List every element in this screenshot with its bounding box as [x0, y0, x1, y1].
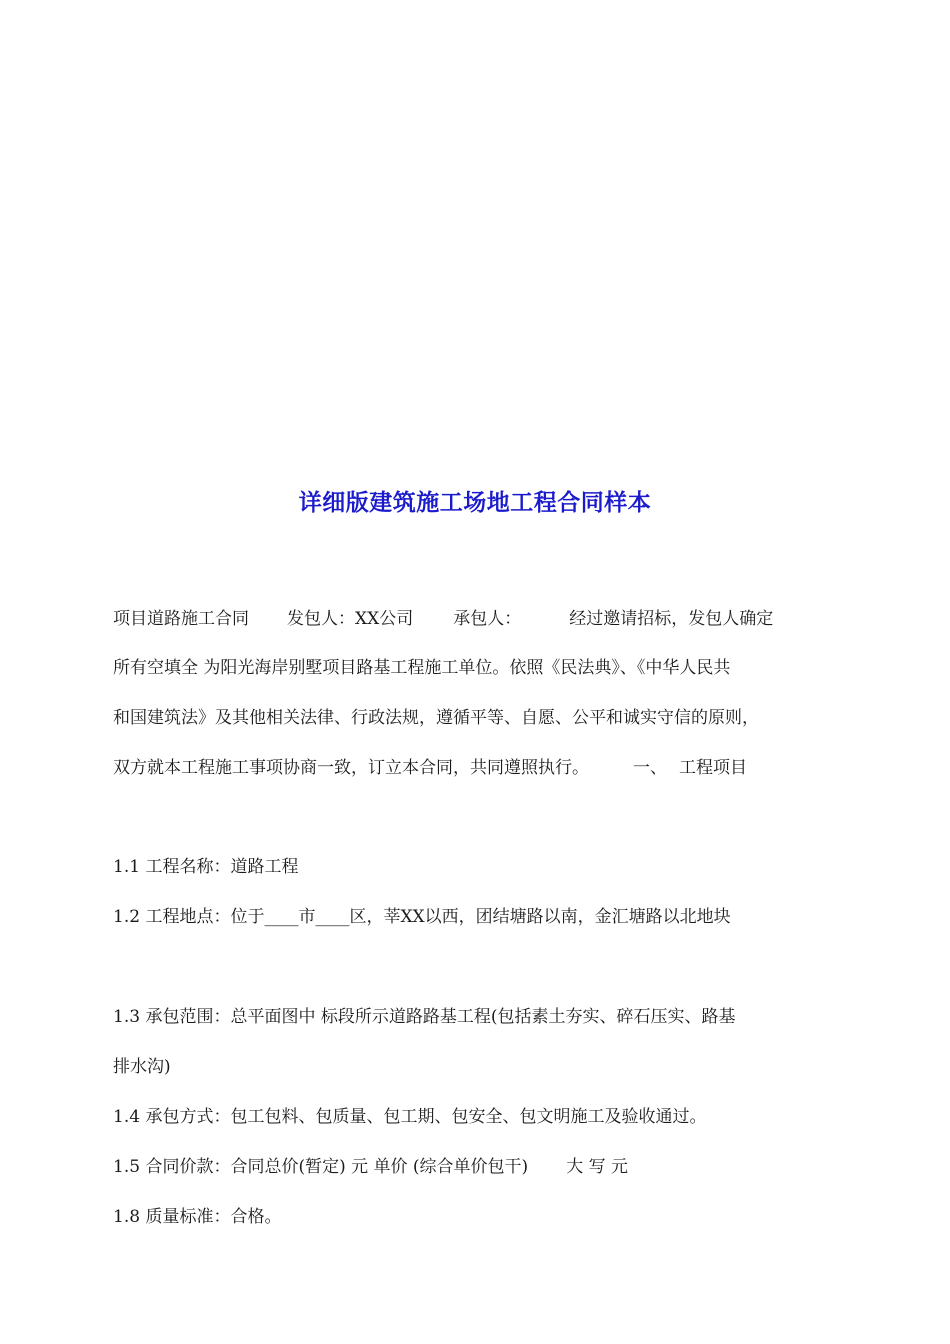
- intro-employer: 发包人：XX公司: [287, 609, 414, 629]
- intro-line-3: 和国建筑法》及其他相关法律、行政法规，遵循平等、自愿、公平和诚实守信的原则，: [113, 708, 759, 728]
- clause-1-5-price: 1.5 合同价款：合同总价(暂定) 元 单价 (综合单价包干): [113, 1157, 529, 1177]
- clause-1-5-in-words: 大 写 元: [566, 1157, 628, 1177]
- section-heading: 工程项目: [679, 758, 747, 778]
- intro-contractor: 承包人：: [453, 609, 522, 629]
- intro-contract-name: 项目道路施工合同: [113, 609, 249, 629]
- clause-1-8: 1.8 质量标准：合格。: [113, 1207, 282, 1227]
- clause-1-1: 1.1 工程名称：道路工程: [113, 857, 299, 877]
- intro-line-1: [113, 607, 843, 631]
- clause-1-3-line-2: 排水沟): [113, 1057, 171, 1077]
- intro-agreement-text: 双方就本工程施工事项协商一致，订立本合同，共同遵照执行。: [113, 758, 589, 778]
- clause-1-2: 1.2 工程地点：位于____市____区，莘XX以西，团结塘路以南，金汇塘路以北地块: [113, 907, 731, 927]
- document-title: 详细版建筑施工场地工程合同样本: [298, 490, 652, 516]
- clause-1-4: 1.4 承包方式：包工包料、包质量、包工期、包安全、包文明施工及验收通过。: [113, 1107, 707, 1127]
- section-number: 一、: [633, 758, 667, 778]
- clause-1-3-line-1: 1.3 承包范围：总平面图中 标段所示道路路基工程(包括素土夯实、碎石压实、路基: [113, 1007, 736, 1027]
- intro-line-4: [113, 756, 843, 780]
- intro-line-2: 所有空填全 为阳光海岸别墅项目路基工程施工单位。依照《民法典》、《中华人民共: [113, 658, 731, 678]
- intro-tender-text: 经过邀请招标，发包人确定: [569, 609, 774, 629]
- clause-1-5: [113, 1155, 843, 1179]
